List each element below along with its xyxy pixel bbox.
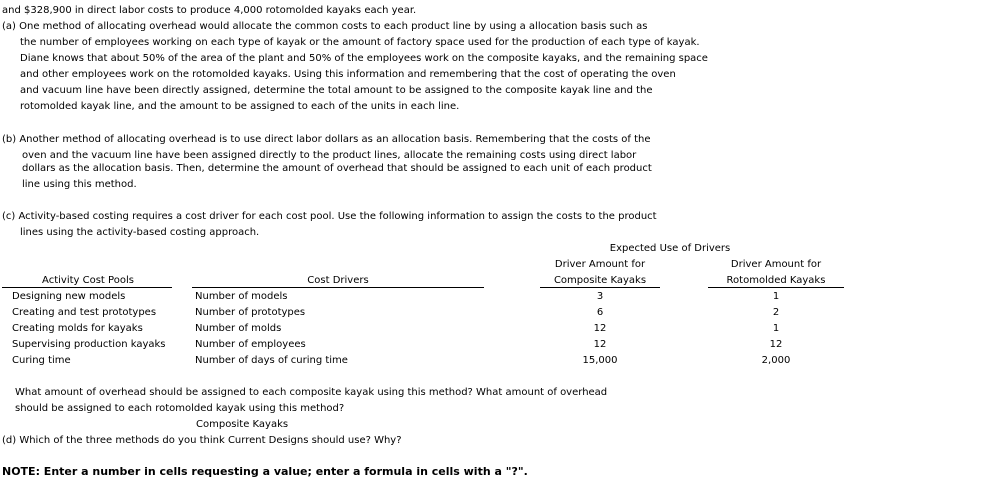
part-a-line-1: (a) One method of allocating overhead would allocate the common costs to each product line by using a allocation basis such as: [2, 21, 648, 32]
table-row-roto: 1: [772, 323, 780, 334]
table-row-composite: 12: [593, 339, 607, 350]
cost-drivers-header: Cost Drivers: [307, 275, 369, 286]
roto-header-line-2: Rotomolded Kayaks: [726, 275, 826, 286]
composite-header-rule: [540, 287, 660, 288]
composite-kayaks-label: Composite Kayaks: [196, 419, 289, 430]
table-row-driver: Number of models: [195, 291, 288, 302]
composite-header-line-2: Composite Kayaks: [553, 275, 647, 286]
part-a-line-4: and other employees work on the rotomolded kayaks. Using this information and remembering that the cost of operating the oven: [20, 69, 676, 80]
question-c-line-1: What amount of overhead should be assigned to each composite kayak using this method? What amount of overhead: [15, 387, 608, 398]
table-row-pool: Designing new models: [12, 291, 126, 302]
table-row-pool: Curing time: [12, 355, 71, 366]
driver-header-rule: [192, 287, 484, 288]
part-c-line-2: lines using the activity-based costing approach.: [20, 227, 260, 238]
part-a-line-3: Diane knows that about 50% of the area of the plant and 50% of the employees work on the composite kayaks, and the remaining space: [20, 53, 708, 64]
table-row-pool: Creating molds for kayaks: [12, 323, 143, 334]
roto-header-line-1: Driver Amount for: [730, 259, 822, 270]
expected-use-header: Expected Use of Drivers: [609, 243, 731, 254]
part-b-line-2: oven and the vacuum line have been assigned directly to the product lines, allocate the remaining costs using direct labor: [22, 150, 637, 161]
composite-header-line-1: Driver Amount for: [554, 259, 646, 270]
part-c-line-1: (c) Activity-based costing requires a cost driver for each cost pool. Use the following information to assign the costs to the product: [2, 211, 657, 222]
table-row-roto: 2,000: [761, 355, 791, 366]
table-row-composite: 6: [596, 307, 604, 318]
pool-header-rule: [2, 287, 172, 288]
part-b-line-4: line using this method.: [22, 179, 137, 190]
table-row-composite: 3: [596, 291, 604, 302]
table-row-roto: 1: [772, 291, 780, 302]
table-row-pool: Creating and test prototypes: [12, 307, 157, 318]
intro-line: and $328,900 in direct labor costs to produce 4,000 rotomolded kayaks each year.: [2, 5, 417, 16]
part-a-line-5: and vacuum line have been directly assigned, determine the total amount to be assigned to the composite kayak line and the: [20, 85, 653, 96]
table-row-roto: 2: [772, 307, 780, 318]
activity-cost-pools-header: Activity Cost Pools: [42, 275, 134, 286]
part-b-line-1: (b) Another method of allocating overhead is to use direct labor dollars as an allocation basis. Remembering that the costs of the: [2, 134, 651, 145]
part-a-line-2: the number of employees working on each type of kayak or the amount of factory space used for the production of each type of kayak.: [20, 37, 700, 48]
question-c-line-2: should be assigned to each rotomolded kayak using this method?: [15, 403, 345, 414]
table-row-driver: Number of prototypes: [195, 307, 306, 318]
roto-header-rule: [708, 287, 844, 288]
table-row-driver: Number of employees: [195, 339, 306, 350]
note-line: NOTE: Enter a number in cells requesting a value; enter a formula in cells with a "?".: [2, 465, 528, 478]
part-a-line-6: rotomolded kayak line, and the amount to be assigned to each of the units in each line.: [20, 101, 460, 112]
table-row-roto: 12: [769, 339, 783, 350]
table-row-composite: 12: [593, 323, 607, 334]
table-row-driver: Number of days of curing time: [195, 355, 348, 366]
table-row-driver: Number of molds: [195, 323, 282, 334]
part-d-line: (d) Which of the three methods do you think Current Designs should use? Why?: [2, 435, 402, 446]
part-b-line-3: dollars as the allocation basis. Then, determine the amount of overhead that should be assigned to each unit of each product: [22, 163, 652, 174]
table-row-composite: 15,000: [582, 355, 618, 366]
table-row-pool: Supervising production kayaks: [12, 339, 166, 350]
